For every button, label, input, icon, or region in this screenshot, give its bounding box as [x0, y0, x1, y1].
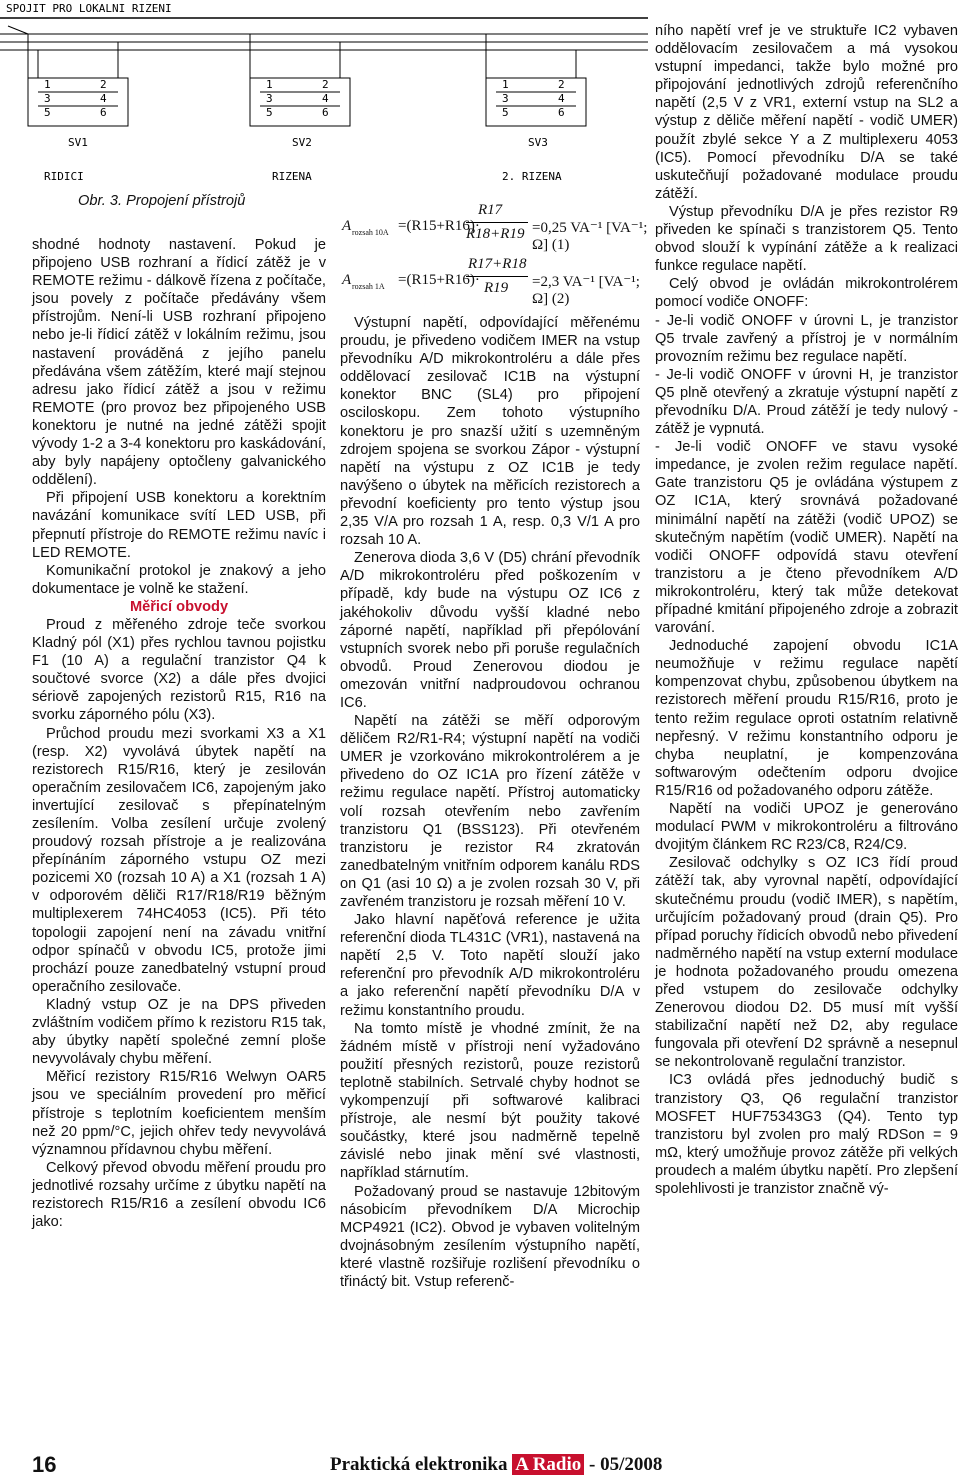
sv2-label: RIZENA: [272, 170, 312, 183]
svg-text:6: 6: [322, 106, 329, 119]
equation-1: A rozsah 10A =(R15+R16)· R17 R18+R19 =0,25 VA⁻¹ [VA⁻¹; Ω] (1): [342, 202, 648, 253]
svg-text:2: 2: [558, 78, 565, 91]
sv1-label: RIDICI: [44, 170, 84, 183]
paragraph: Napětí na vodiči UPOZ je generováno modulací PWM v mikrokontroléru a filtrováno dvojitým článkem RC R23/C8, R24/C9.: [655, 801, 958, 854]
connection-diagram: [0, 0, 648, 225]
svg-text:4: 4: [100, 92, 107, 105]
equation-2: A rozsah 1A =(R15+R16)· R17+R18 R19 =2,3 VA⁻¹ [VA⁻¹; Ω] (2): [342, 256, 640, 307]
paragraph: Požadovaný proud se nastavuje 12bitovým násobicím převodníkem D/A Microchip MCP4921 (IC2). Obvod je vybaven volitelným dvojnásobným zesílením výstupního napětí, které vlastně rozšiřuje rozlišení převodníku o třináctý bit. Vstup referenč-: [340, 1183, 640, 1290]
svg-text:4: 4: [558, 92, 565, 105]
paragraph: Při připojení USB konektoru a korektním navázání komunikace svítí LED USB, při přepnutí přístroje do REMOTE režimu navíc i LED REMOTE.: [32, 490, 326, 561]
paragraph: Celkový převod obvodu měření proudu pro jednotlivé rozsahy určíme z úbytku napětí na rezistorech R15/R16 a zesílení obvodu IC6 jako:: [32, 1159, 326, 1231]
paragraph: - Je-li vodič ONOFF ve stavu vysoké impedance, je zvolen režim regulace napětí. Gate tranzistoru Q5 je ovládána výstupem z OZ IC1A, který srovnává požadované minimální napětí na zátěži (vodič UPOZ) se skutečným napětím (vodič UMER). Napětí na vodiči ONOFF odpovídá stavu otevření tranzistoru a je čteno převodníkem A/D mikrokontroléru, který tak může detekovat případné kmitání připojeného zdroje a zobrazit varování.: [655, 439, 958, 637]
svg-text:5: 5: [44, 106, 51, 119]
paragraph: Zenerova dioda 3,6 V (D5) chrání převodník A/D mikrokontroléru před poškozením v případě, kdy bude na výstupu OZ IC6 z jakéhokoliv důvodu vyšší kladné nebo záporné napětí, například při přepólování vstupních svorek nebo při poruše regulačních obvodů. Proud Zenerovou diodou je omezován vnitřní nadproudovou ochranou IC6.: [340, 550, 640, 711]
svg-text:1: 1: [266, 78, 273, 91]
magazine-footer: [330, 1454, 662, 1476]
svg-text:1: 1: [502, 78, 509, 91]
figure-caption: Obr. 3. Propojení přístrojů: [78, 193, 246, 209]
paragraph: Napětí na zátěži se měří odporovým děličem R2/R1-R4; výstupní napětí na vodiči UMER je vzorkováno mikrokontrolérem a je přivedeno do OZ IC1A pro řízení zátěže v režimu regulace napětí. Přístroj automaticky volí rozsah otevřením nebo zavřením tranzistoru Q1 (BSS123). Při otevřeném tranzistoru je rezistor R4 zkratován zanedbatelným vnitřním odporem kanálu RDS on Q1 (asi 10 Ω) a je zvolen rozsah 30 V, při zavřeném tranzistoru je rozsah měření 10 V.: [340, 713, 640, 910]
svg-text:6: 6: [100, 106, 107, 119]
magazine-issue: - 05/2008: [589, 1454, 663, 1475]
paragraph: Průchod proudu mezi svorkami X3 a X1 (resp. X2) vyvolává úbytek napětí na rezistorech R15/R16, který je zesilován operačním zesilovačem IC6, zapojeným jako invertující zesilovač s přepínatelným zesílením. Volba zesílení určuje zvolený proudový rozsah přístroje a je realizována přepínáním záporného vstupu OZ mezi pozicemi X0 (rozsah 10 A) a X1 (rozsah 1 A) v odporovém děliči R17/R18/R19 běžným multiplexerem 74HC4053 (IC5). Při této topologii zapojení není na závadu vnitřní odpor spínačů v obvodu IC5, protože jimi prochází pouze zanedbatelný vstupní proud operačního zesilovače.: [32, 725, 326, 995]
svg-text:2: 2: [322, 78, 329, 91]
connector-sv3: [486, 78, 586, 183]
paragraph: Komunikační protokol je znakový a jeho dokumentace je volně ke stažení.: [32, 562, 326, 597]
paragraph: Výstupní napětí, odpovídající měřenému proudu, je přivedeno vodičem IMER na vstup převodníku A/D mikrokontroléru a dále přes oddělovací zesilovač IC1B na výstupní konektor BNC (SL4) pro připojení osciloskopu. Zem tohoto výstupního konektoru je pro snazší užití s uzemněným zdrojem spojena se svorkou Zápor - výstupní napětí na výstupu z OZ IC1B je tedy navýšeno o úbytek na měřicích rezistorech a převodní koeficienty pro tento výstup jsou 2,35 V/A pro rozsah 1 A, resp. 0,3 V/1 A pro rozsah 10 A.: [340, 315, 640, 549]
svg-text:5: 5: [266, 106, 273, 119]
sv3-name: SV3: [528, 136, 548, 149]
sv1-name: SV1: [68, 136, 88, 149]
paragraph: - Je-li vodič ONOFF v úrovni H, je tranzistor Q5 plně otevřený a zkratuje výstupní napětí z převodníku D/A. Proud zátěží je tedy nulový - zátěž je vypnutá.: [655, 366, 958, 438]
sv2-name: SV2: [292, 136, 312, 149]
svg-text:3: 3: [266, 92, 273, 105]
page-number: 16: [32, 1452, 57, 1477]
connector-sv2: [250, 78, 350, 183]
column-2: [340, 314, 640, 1291]
svg-text:4: 4: [322, 92, 329, 105]
paragraph: Měřicí rezistory R15/R16 Welwyn OAR5 jsou ve speciálním provedení pro měřicí přístroje s teplotním koeficientem menším než 20 ppm/°C, jejich ohřev tedy nevyvolává významnou přídavnou chybu měření.: [32, 1069, 326, 1158]
paragraph: Jako hlavní napěťová reference je užita referenční dioda TL431C (VR1), nastavená na napětí 2,5 V. Toto napětí slouží jako referenční pro převodník A/D mikrokontroléru a jako referenční napětí převodníku D/A v režimu konstantního proudu.: [340, 912, 640, 1019]
section-heading: Měřicí obvody: [129, 598, 229, 615]
paragraph: Na tomto místě je vhodné zmínit, že na žádném místě v přístroji není vyžadováno použití přesných rezistorů, pouze rezistorů teplotně stabilních. Setrvalé chyby hodnot se vykompenzují při softwarové kalibraci přístroje, ale nesmí být použity takové součástky, které jsou nadměrně tepelně závislé nebo jinak mění své vlastnosti, například stárnutím.: [340, 1020, 640, 1182]
figure-top-title: SPOJIT PRO LOKALNI RIZENI: [6, 2, 172, 15]
paragraph: Celý obvod je ovládán mikrokontrolérem pomocí vodiče ONOFF:: [655, 276, 958, 311]
paragraph: Kladný vstup OZ je na DPS přiveden zvláštním vodičem přímo k rezistoru R15 tak, aby úbytky napětí společné zemní ploše nevyvolávaly chybu měření.: [32, 996, 326, 1068]
svg-text:3: 3: [44, 92, 51, 105]
paragraph: Jednoduché zapojení obvodu IC1A neumožňuje v režimu regulace napětí kompenzovat chybu, způsobenou úbytkem na rezistorech měření proudu R15/R16, proto je tento režim regulace oproti ostatním relativně nepřesný. V režimu konstantního odporu je chyba neuplatní, je kompenzována softwarovým odečtením odporu dvojice R15/R16 od požadovaného odporu zátěže.: [655, 638, 958, 799]
paragraph: ního napětí vref je ve struktuře IC2 vybaven oddělovacím zesilovačem a má vysokou vstupní impedanci, takže bylo možné pro připojování jednotlivých zdrojů referenčního napětí (2,5 V z VR1, externí vstup na SL2 a výstup z děliče měření napětí - vodič UMER) použít zbylé sekce Y a Z multiplexeru 4053 (IC5). Pomocí převodníku D/A se také uskutečňují požadované modulace proudu zátěží.: [655, 23, 958, 202]
svg-text:1: 1: [44, 78, 51, 91]
column-3: [655, 22, 958, 1198]
paragraph: shodné hodnoty nastavení. Pokud je připojeno USB rozhraní a řídicí zátěž je v REMOTE režimu - dálkově řízena z počítače, jsou povely z počítače předávány všem přístrojům. Není-li USB rozhraní připojeno nebo je-li řídicí zátěž v lokálním režimu, jsou nastavení prováděná z jejího panelu předávána všem zátěžím, které mají stejnou adresu jako řídicí zátěž a jsou v režimu REMOTE (pro provoz bez připojeného USB konektoru je nutné na jedné zátěži spojit vývody 1-2 a 3-4 konektoru pro kaskádování, aby byly napájeny optočleny galvanického oddělení).: [32, 237, 326, 489]
paragraph: IC3 ovládá přes jednoduchý budič s tranzistory Q3, Q6 regulační tranzistor MOSFET HUF75343G3 (Q4). Tento typ tranzistoru byl zvolen pro malý RDSon = 9 mΩ, který umožňuje provoz zátěže při velkých proudech a malém úbytku napětí. Pro zlepšení spolehlivosti je tranzistor značně vý-: [655, 1072, 958, 1197]
magazine-name: Praktická elektronika: [330, 1454, 508, 1475]
paragraph: Zesilovač odchylky s OZ IC3 řídí proud zátěží tak, aby vyrovnal napětí, odpovídající skutečnému proudu (vodič IMER), s napětím, určujícím požadovaný proud (drain Q5). Pro případ poruchy řídicích obvodů nebo přivedení nadměrného napětí na vstup externí modulace je hodnota požadovaného proudu omezena před vstupem do zesilovače odchylky Zenerovou diodou D2. D5 musí mít vyšší stabilizační napětí než D2, aby regulace fungovala při otevření D2 správně a nesepnul se nekontrolovaně regulační tranzistor.: [655, 855, 958, 1071]
svg-text:5: 5: [502, 106, 509, 119]
column-1: [32, 236, 326, 1231]
magazine-ar: A Radio: [512, 1454, 584, 1475]
svg-text:6: 6: [558, 106, 565, 119]
paragraph: Výstup převodníku D/A je přes rezistor R9 přiveden ke spínači s tranzistorem Q5. Tento obvod slouží k vypínání zátěže a k realizaci funkce regulace napětí.: [655, 203, 958, 275]
sv3-label: 2. RIZENA: [502, 170, 562, 183]
paragraph: Proud z měřeného zdroje teče svorkou Kladný pól (X1) přes rychlou tavnou pojistku F1 (10 A) a regulační tranzistor Q4 k součtové svorce (X2) a dále přes dvojici sériově zapojených rezistorů R15, R16 na svorku záporného pólu (X3).: [32, 616, 326, 724]
paragraph: - Je-li vodič ONOFF v úrovni L, je tranzistor Q5 trvale zavřený a přístroj je v normálním provozním režimu bez regulace napětí.: [655, 312, 958, 365]
svg-text:2: 2: [100, 78, 107, 91]
svg-text:3: 3: [502, 92, 509, 105]
